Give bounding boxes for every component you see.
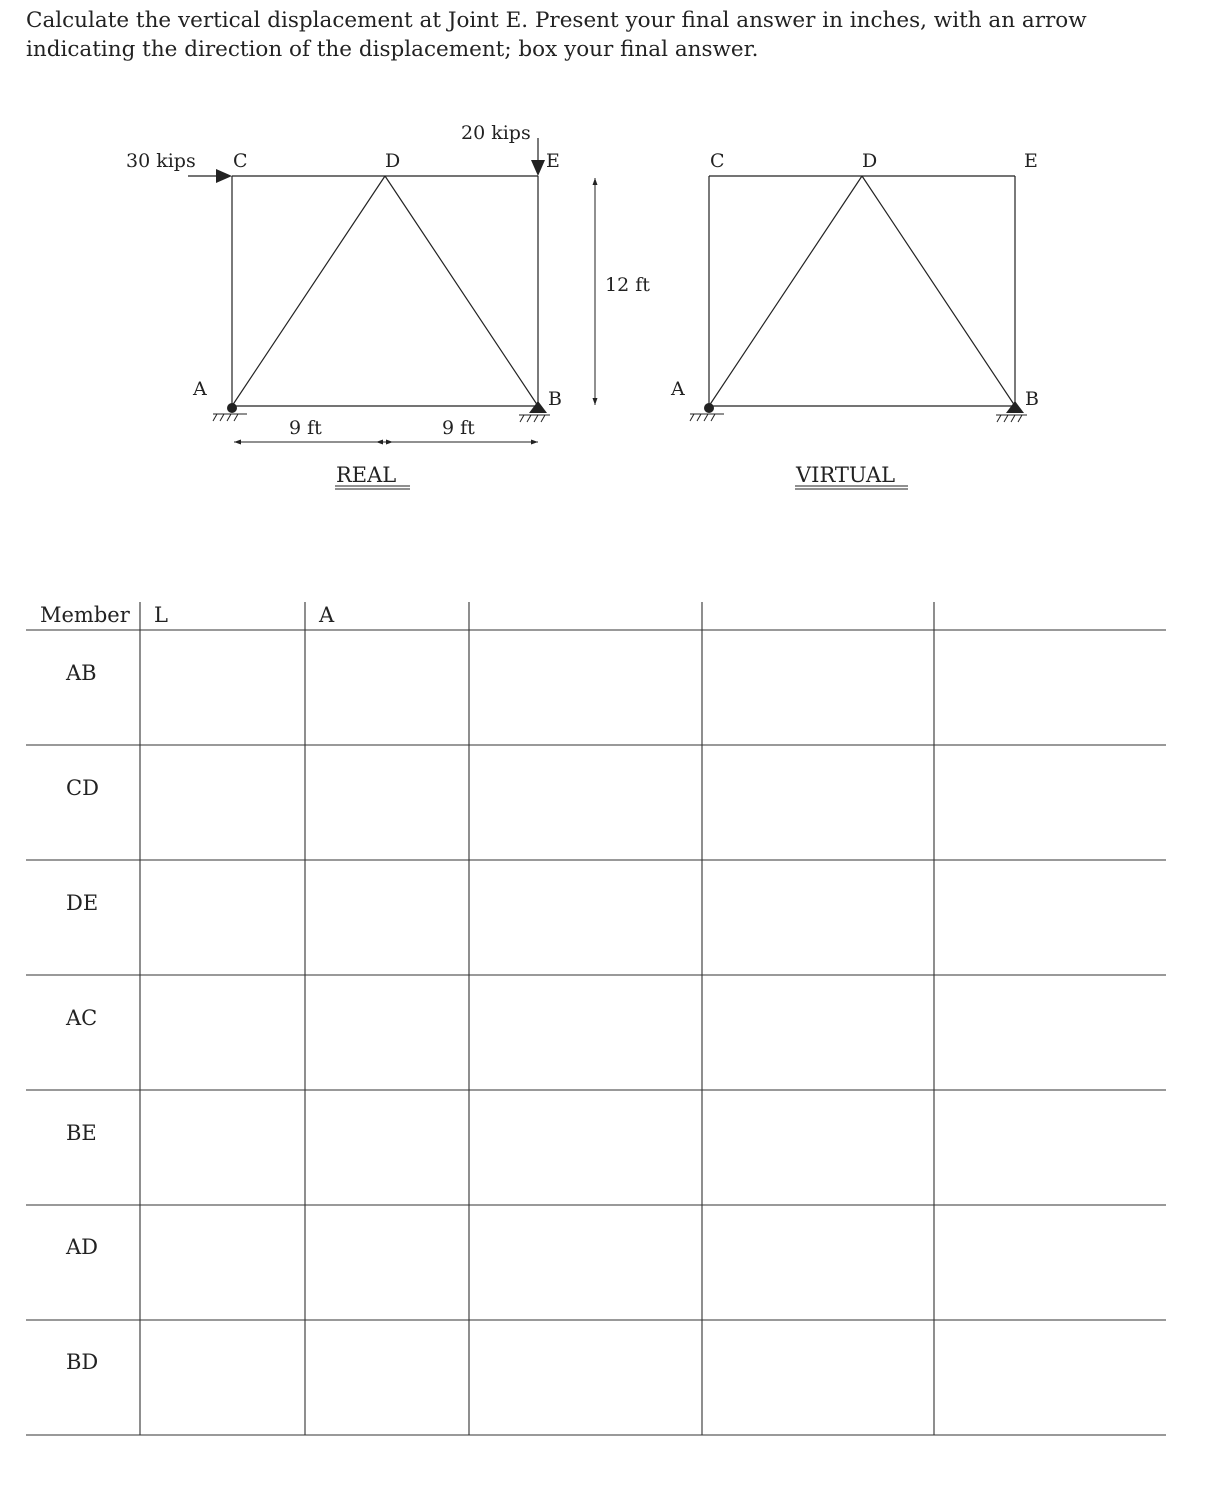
virtual-caption: VIRTUAL [796, 463, 896, 487]
member-column [65, 661, 99, 1374]
v-joint-d-label: D [862, 150, 878, 172]
dim-height-label: 12 ft [605, 274, 650, 296]
v-joint-a-label: A [671, 378, 685, 400]
header-area: A [319, 603, 335, 627]
joint-c-label: C [233, 150, 248, 172]
member-table [26, 602, 1166, 1435]
real-truss-diagram [232, 176, 538, 406]
joint-a-label: A [193, 378, 207, 400]
support-b-icon [519, 401, 550, 422]
member-ad-label: AD [66, 1235, 99, 1259]
v-joint-e-label: E [1024, 150, 1038, 172]
member-be-label: BE [66, 1121, 97, 1145]
problem-statement: Calculate the vertical displacement at Joint E. Present your final answer in inches, with an arrow indicating the direction of the displacement; box your final answer. [26, 8, 1087, 62]
member-bd-label: BD [66, 1350, 99, 1374]
load-horizontal-label: 30 kips [126, 150, 196, 172]
header-member: Member [40, 603, 130, 627]
dim-right-label: 9 ft [442, 417, 475, 439]
v-joint-c-label: C [710, 150, 725, 172]
v-member-ad [709, 176, 862, 406]
member-ab-label: AB [66, 661, 97, 685]
v-joint-b-label: B [1025, 388, 1039, 410]
joint-b-label: B [548, 388, 562, 410]
header-length: L [154, 603, 168, 627]
member-bd [385, 176, 538, 406]
member-ad [232, 176, 385, 406]
load-vertical-label: 20 kips [461, 122, 531, 144]
v-support-b-icon [996, 401, 1027, 422]
real-caption: REAL [336, 463, 397, 487]
member-cd-label: CD [66, 776, 99, 800]
dim-left-label: 9 ft [289, 417, 322, 439]
joint-e-label: E [546, 150, 560, 172]
member-de-label: DE [66, 891, 99, 915]
joint-d-label: D [385, 150, 401, 172]
v-member-bd [862, 176, 1015, 406]
table-header-row [40, 603, 335, 627]
vertical-load-arrow-icon [531, 138, 545, 176]
virtual-truss-diagram [709, 176, 1015, 406]
member-ac-label: AC [66, 1006, 98, 1030]
